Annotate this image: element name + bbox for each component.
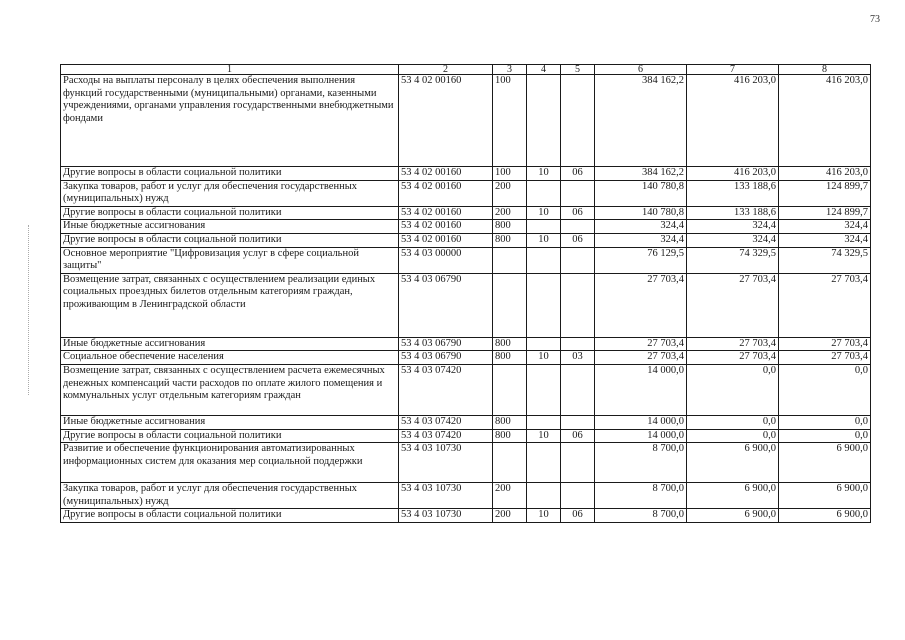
expense-type-cell: 800	[493, 337, 527, 351]
amount-col7-cell: 0,0	[687, 415, 779, 429]
expense-type-cell: 800	[493, 220, 527, 234]
amount-col6-cell: 324,4	[595, 233, 687, 247]
amount-col6-cell: 14 000,0	[595, 415, 687, 429]
expense-type-cell: 800	[493, 233, 527, 247]
amount-col7-cell: 74 329,5	[687, 247, 779, 273]
section-cell: 10	[527, 233, 561, 247]
column-header: 1	[61, 65, 399, 75]
subsection-cell	[561, 483, 595, 509]
target-code-cell: 53 4 03 06790	[399, 273, 493, 337]
amount-col6-cell: 8 700,0	[595, 443, 687, 483]
expense-type-cell: 200	[493, 483, 527, 509]
table-row	[61, 220, 871, 234]
section-cell	[527, 75, 561, 167]
target-code-cell: 53 4 03 07420	[399, 429, 493, 443]
table-row	[61, 351, 871, 365]
subsection-cell	[561, 337, 595, 351]
amount-col6-cell: 8 700,0	[595, 483, 687, 509]
amount-col7-cell: 416 203,0	[687, 167, 779, 181]
subsection-cell	[561, 273, 595, 337]
amount-col7-cell: 133 188,6	[687, 180, 779, 206]
subsection-cell	[561, 75, 595, 167]
amount-col8-cell: 124 899,7	[779, 206, 871, 220]
subsection-cell	[561, 220, 595, 234]
subsection-cell: 06	[561, 206, 595, 220]
row-name-cell: Иные бюджетные ассигнования	[61, 337, 399, 351]
section-cell: 10	[527, 509, 561, 523]
subsection-cell: 06	[561, 233, 595, 247]
amount-col8-cell: 6 900,0	[779, 443, 871, 483]
subsection-cell	[561, 415, 595, 429]
subsection-cell	[561, 443, 595, 483]
table-row	[61, 206, 871, 220]
amount-col8-cell: 324,4	[779, 220, 871, 234]
row-name-cell: Возмещение затрат, связанных с осуществлением реализации единых социальных проездных билетов отдельным категориям граждан, проживающим в Ленинградской области	[61, 273, 399, 337]
amount-col7-cell: 27 703,4	[687, 351, 779, 365]
column-header: 5	[561, 65, 595, 75]
row-name-cell: Возмещение затрат, связанных с осуществлением расчета ежемесячных денежных компенсаций части расходов по оплате жилого помещения и коммунальных услуг отдельным категориям граждан	[61, 364, 399, 415]
target-code-cell: 53 4 03 06790	[399, 351, 493, 365]
table-row	[61, 247, 871, 273]
target-code-cell: 53 4 03 10730	[399, 443, 493, 483]
column-header: 4	[527, 65, 561, 75]
budget-table	[60, 64, 871, 523]
section-cell	[527, 415, 561, 429]
column-number-row	[61, 65, 871, 75]
amount-col7-cell: 0,0	[687, 364, 779, 415]
section-cell: 10	[527, 167, 561, 181]
table-row	[61, 429, 871, 443]
table-row	[61, 273, 871, 337]
amount-col6-cell: 27 703,4	[595, 273, 687, 337]
target-code-cell: 53 4 02 00160	[399, 233, 493, 247]
subsection-cell	[561, 364, 595, 415]
expense-type-cell: 200	[493, 180, 527, 206]
target-code-cell: 53 4 02 00160	[399, 180, 493, 206]
row-name-cell: Социальное обеспечение населения	[61, 351, 399, 365]
amount-col8-cell: 0,0	[779, 429, 871, 443]
expense-type-cell	[493, 273, 527, 337]
column-header: 6	[595, 65, 687, 75]
row-name-cell: Закупка товаров, работ и услуг для обеспечения государственных (муниципальных) нужд	[61, 483, 399, 509]
expense-type-cell: 100	[493, 75, 527, 167]
subsection-cell: 06	[561, 167, 595, 181]
target-code-cell: 53 4 03 00000	[399, 247, 493, 273]
amount-col6-cell: 27 703,4	[595, 337, 687, 351]
section-cell	[527, 337, 561, 351]
column-header: 8	[779, 65, 871, 75]
amount-col6-cell: 14 000,0	[595, 364, 687, 415]
section-cell: 10	[527, 429, 561, 443]
row-name-cell: Другие вопросы в области социальной политики	[61, 206, 399, 220]
amount-col8-cell: 416 203,0	[779, 167, 871, 181]
section-cell	[527, 273, 561, 337]
amount-col7-cell: 416 203,0	[687, 75, 779, 167]
section-cell: 10	[527, 206, 561, 220]
table-row	[61, 509, 871, 523]
table-row	[61, 443, 871, 483]
amount-col8-cell: 124 899,7	[779, 180, 871, 206]
target-code-cell: 53 4 03 10730	[399, 483, 493, 509]
amount-col8-cell: 27 703,4	[779, 337, 871, 351]
amount-col7-cell: 6 900,0	[687, 509, 779, 523]
amount-col6-cell: 76 129,5	[595, 247, 687, 273]
column-header: 7	[687, 65, 779, 75]
expense-type-cell	[493, 364, 527, 415]
section-cell	[527, 483, 561, 509]
amount-col6-cell: 8 700,0	[595, 509, 687, 523]
row-name-cell: Другие вопросы в области социальной политики	[61, 167, 399, 181]
expense-type-cell: 200	[493, 206, 527, 220]
column-header: 2	[399, 65, 493, 75]
section-cell	[527, 443, 561, 483]
amount-col8-cell: 74 329,5	[779, 247, 871, 273]
amount-col6-cell: 140 780,8	[595, 180, 687, 206]
table-row	[61, 364, 871, 415]
scan-margin-mark	[28, 225, 30, 395]
amount-col8-cell: 324,4	[779, 233, 871, 247]
expense-type-cell: 100	[493, 167, 527, 181]
amount-col6-cell: 14 000,0	[595, 429, 687, 443]
target-code-cell: 53 4 02 00160	[399, 167, 493, 181]
subsection-cell	[561, 247, 595, 273]
target-code-cell: 53 4 02 00160	[399, 206, 493, 220]
column-header: 3	[493, 65, 527, 75]
amount-col6-cell: 27 703,4	[595, 351, 687, 365]
amount-col6-cell: 384 162,2	[595, 167, 687, 181]
section-cell	[527, 180, 561, 206]
expense-type-cell	[493, 443, 527, 483]
target-code-cell: 53 4 03 07420	[399, 364, 493, 415]
row-name-cell: Другие вопросы в области социальной политики	[61, 233, 399, 247]
row-name-cell: Иные бюджетные ассигнования	[61, 220, 399, 234]
subsection-cell: 06	[561, 429, 595, 443]
amount-col7-cell: 133 188,6	[687, 206, 779, 220]
section-cell: 10	[527, 351, 561, 365]
subsection-cell: 06	[561, 509, 595, 523]
row-name-cell: Другие вопросы в области социальной политики	[61, 509, 399, 523]
table-row	[61, 180, 871, 206]
table-row	[61, 337, 871, 351]
amount-col7-cell: 6 900,0	[687, 483, 779, 509]
page-number: 73	[870, 14, 880, 25]
amount-col7-cell: 324,4	[687, 233, 779, 247]
row-name-cell: Иные бюджетные ассигнования	[61, 415, 399, 429]
target-code-cell: 53 4 03 06790	[399, 337, 493, 351]
amount-col8-cell: 6 900,0	[779, 509, 871, 523]
table-row	[61, 167, 871, 181]
target-code-cell: 53 4 03 10730	[399, 509, 493, 523]
target-code-cell: 53 4 03 07420	[399, 415, 493, 429]
amount-col7-cell: 6 900,0	[687, 443, 779, 483]
amount-col8-cell: 0,0	[779, 415, 871, 429]
subsection-cell: 03	[561, 351, 595, 365]
row-name-cell: Другие вопросы в области социальной политики	[61, 429, 399, 443]
amount-col8-cell: 27 703,4	[779, 273, 871, 337]
expense-type-cell	[493, 247, 527, 273]
amount-col8-cell: 0,0	[779, 364, 871, 415]
expense-type-cell: 200	[493, 509, 527, 523]
expense-type-cell: 800	[493, 429, 527, 443]
table-row	[61, 75, 871, 167]
table-row	[61, 415, 871, 429]
target-code-cell: 53 4 02 00160	[399, 220, 493, 234]
expense-type-cell: 800	[493, 351, 527, 365]
section-cell	[527, 220, 561, 234]
row-name-cell: Основное мероприятие "Цифровизация услуг в сфере социальной защиты"	[61, 247, 399, 273]
row-name-cell: Расходы на выплаты персоналу в целях обеспечения выполнения функций государственными (муниципальными) органами, казенными учреждениями, органами управления государственными внебюджетными фондами	[61, 75, 399, 167]
row-name-cell: Закупка товаров, работ и услуг для обеспечения государственных (муниципальных) нужд	[61, 180, 399, 206]
amount-col7-cell: 0,0	[687, 429, 779, 443]
target-code-cell: 53 4 02 00160	[399, 75, 493, 167]
amount-col8-cell: 27 703,4	[779, 351, 871, 365]
amount-col7-cell: 27 703,4	[687, 273, 779, 337]
amount-col6-cell: 324,4	[595, 220, 687, 234]
amount-col7-cell: 324,4	[687, 220, 779, 234]
amount-col7-cell: 27 703,4	[687, 337, 779, 351]
table-row	[61, 483, 871, 509]
amount-col8-cell: 6 900,0	[779, 483, 871, 509]
expense-type-cell: 800	[493, 415, 527, 429]
table-row	[61, 233, 871, 247]
amount-col6-cell: 384 162,2	[595, 75, 687, 167]
amount-col6-cell: 140 780,8	[595, 206, 687, 220]
section-cell	[527, 364, 561, 415]
subsection-cell	[561, 180, 595, 206]
row-name-cell: Развитие и обеспечение функционирования автоматизированных информационных систем для оказания мер социальной поддержки	[61, 443, 399, 483]
section-cell	[527, 247, 561, 273]
amount-col8-cell: 416 203,0	[779, 75, 871, 167]
